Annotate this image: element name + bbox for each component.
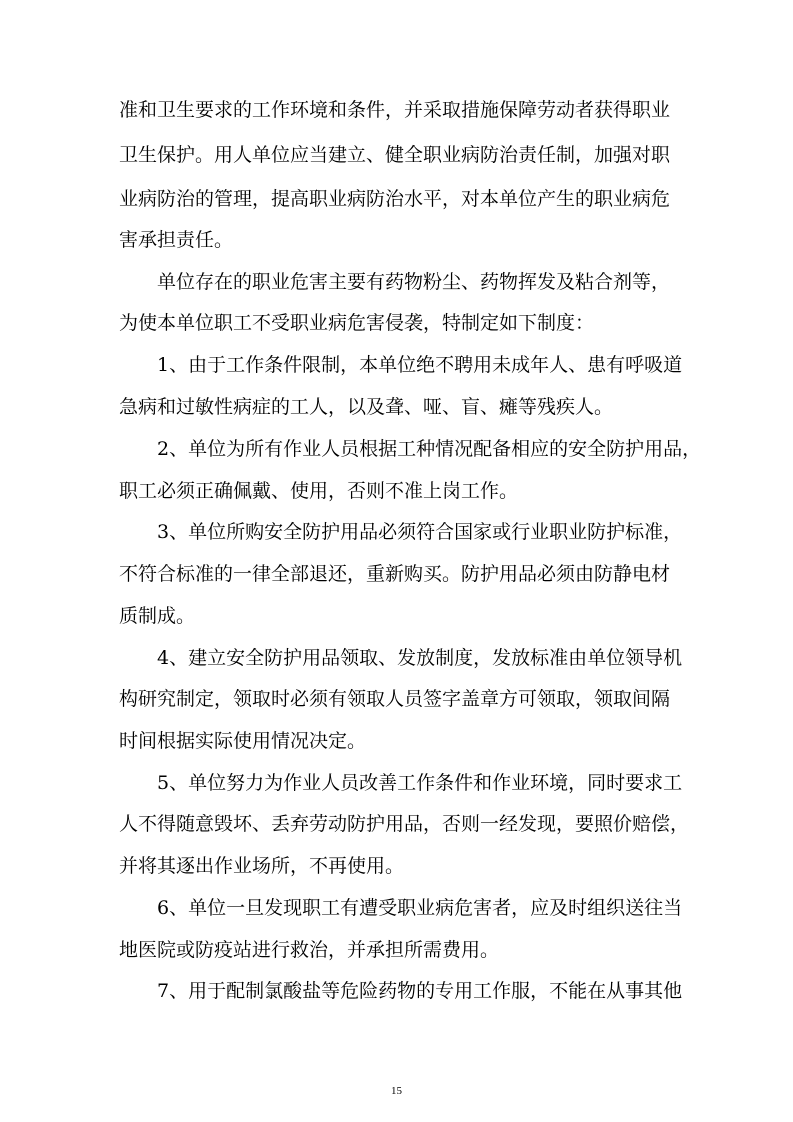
- list-item-2-line: 2、单位为所有作业人员根据工种情况配备相应的安全防护用品，: [157, 438, 702, 460]
- list-item-3-line: 3、单位所购安全防护用品必须符合国家或行业职业防护标准，: [157, 521, 683, 543]
- text-line: 构研究制定，领取时必须有领取人员签字盖章方可领取，领取间隔: [119, 688, 671, 710]
- list-item-1-line: 1、由于工作条件限制，本单位绝不聘用未成年人、患有呼吸道: [157, 354, 683, 376]
- list-item-7-line: 7、用于配制氯酸盐等危险药物的专用工作服，不能在从事其他: [157, 980, 683, 1002]
- text-line: 地医院或防疫站进行救治，并承担所需费用。: [119, 939, 500, 961]
- text-line: 为使本单位职工不受职业病危害侵袭，特制定如下制度：: [119, 312, 595, 334]
- text-line: 准和卫生要求的工作环境和条件，并采取措施保障劳动者获得职业: [119, 99, 671, 121]
- text-line: 人不得随意毁坏、丢弃劳动防护用品，否则一经发现，要照价赔偿，: [119, 813, 690, 835]
- text-line: 不符合标准的一律全部退还，重新购买。防护用品必须由防静电材: [119, 563, 671, 585]
- paragraph-first-line: 单位存在的职业危害主要有药物粉尘、药物挥发及粘合剂等，: [157, 271, 671, 293]
- text-line: 职工必须正确佩戴、使用，否则不准上岗工作。: [119, 480, 519, 502]
- text-line: 卫生保护。用人单位应当建立、健全职业病防治责任制，加强对职: [119, 144, 671, 166]
- text-line: 质制成。: [119, 605, 196, 627]
- text-line: 时间根据实际使用情况决定。: [119, 730, 367, 752]
- list-item-6-line: 6、单位一旦发现职工有遭受职业病危害者，应及时组织送往当: [157, 897, 683, 919]
- page-number: 15: [391, 1085, 402, 1097]
- list-item-4-line: 4、建立安全防护用品领取、发放制度，发放标准由单位领导机: [157, 647, 683, 669]
- text-line: 急病和过敏性病症的工人，以及聋、哑、盲、瘫等残疾人。: [119, 396, 614, 418]
- text-line: 并将其逐出作业场所，不再使用。: [119, 855, 405, 877]
- text-line: 害承担责任。: [119, 229, 234, 251]
- text-line: 业病防治的管理，提高职业病防治水平，对本单位产生的职业病危: [119, 188, 671, 210]
- list-item-5-line: 5、单位努力为作业人员改善工作条件和作业环境，同时要求工: [157, 772, 683, 794]
